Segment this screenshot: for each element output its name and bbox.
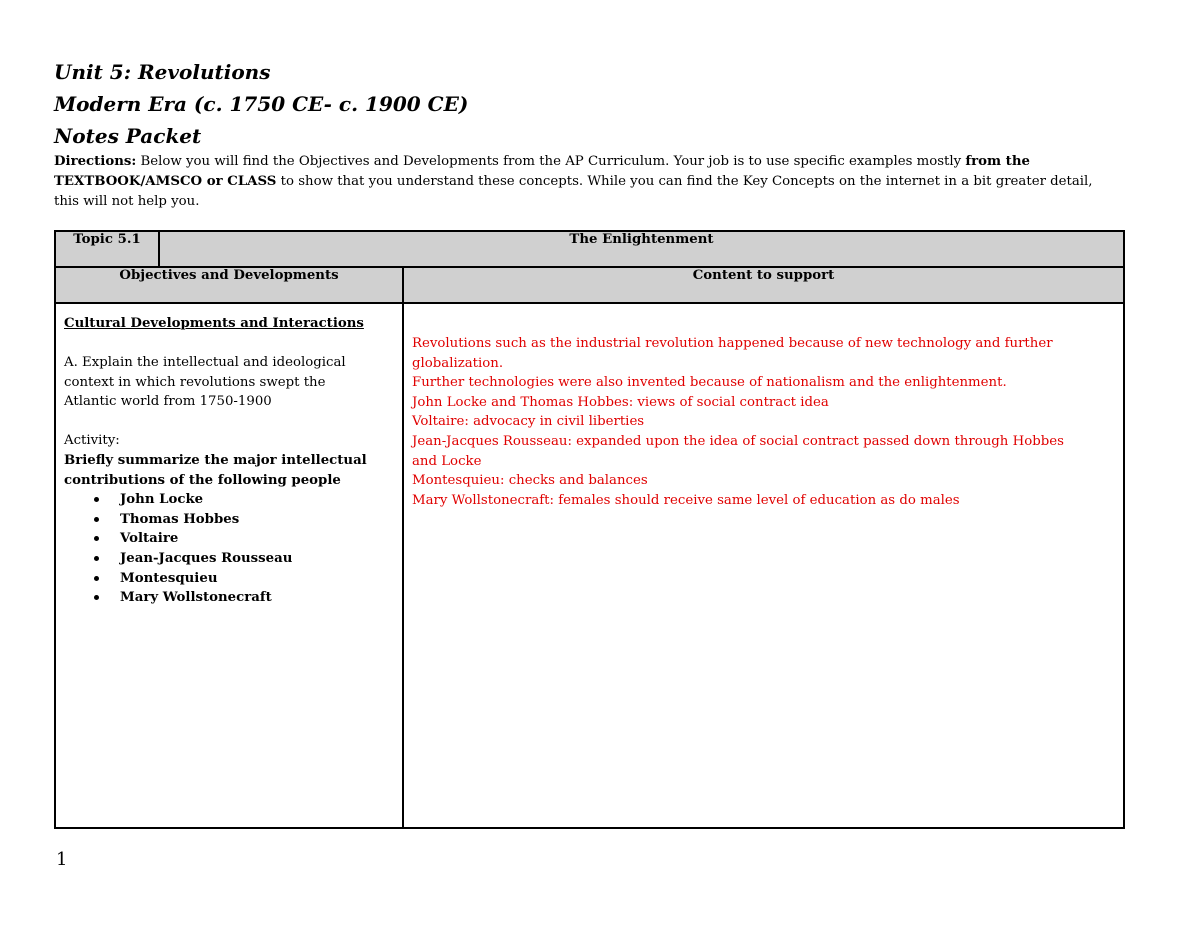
topic-row: [55, 231, 1124, 267]
topic-title: The Enlightenment: [569, 232, 714, 247]
objective-line-3: Atlantic world from 1750-1900: [64, 394, 272, 410]
spacer: [64, 412, 394, 432]
directions-paragraph: [54, 152, 1144, 212]
list-item: Jean-Jacques Rousseau: [120, 549, 394, 569]
objective-line-1: A. Explain the intellectual and ideological: [64, 355, 346, 370]
activity-prompt-line-1: Briefly summarize the major intellectual: [64, 452, 367, 468]
content-header: Content to support: [692, 268, 835, 283]
list-item: John Locke: [120, 490, 394, 510]
answer-line: Montesquieu: checks and balances: [412, 473, 648, 489]
answer-line: Mary Wollstonecraft: females should receive same level of education as do males: [412, 492, 960, 508]
activity-label: Activity:: [64, 433, 120, 449]
directions-text-1a: Below you will find the Objectives and Developments from the AP Curriculum. Your job is to use specific examples mostly: [136, 154, 966, 169]
topic-label: Topic 5.1: [73, 232, 141, 247]
list-item: Voltaire: [120, 529, 394, 549]
era-title: Modern Era (c. 1750 CE- c. 1900 CE): [54, 92, 469, 116]
answer-line: Voltaire: advocacy in civil liberties: [412, 414, 645, 430]
objectives-header-cell: [55, 267, 403, 303]
section-heading: Cultural Developments and Interactions: [64, 316, 364, 331]
objectives-header: Objectives and Developments: [119, 268, 339, 283]
title-block: [54, 56, 468, 152]
content-header-cell: [403, 267, 1124, 303]
directions-text-2b: to show that you understand these concepts. While you can find the Key Concepts on the internet in a bit greater detail,: [276, 174, 1093, 189]
people-list: [64, 490, 394, 608]
answer-line: Revolutions such as the industrial revolution happened because of new technology and further: [412, 336, 1053, 351]
column-header-row: [55, 267, 1124, 303]
answer-line: Jean-Jacques Rousseau: expanded upon the idea of social contract passed down through Hobbes: [412, 433, 1064, 449]
topic-label-cell: [55, 231, 159, 267]
objective-line-2: context in which revolutions swept the: [64, 374, 326, 390]
objectives-cell: [55, 303, 403, 828]
directions-label: Directions:: [54, 154, 137, 169]
topic-title-cell: [159, 231, 1124, 267]
directions-text-2a: TEXTBOOK/AMSCO or CLASS: [54, 174, 277, 189]
list-item: Mary Wollstonecraft: [120, 588, 394, 608]
list-item: Thomas Hobbes: [120, 510, 394, 530]
directions-line-1: [54, 152, 1144, 172]
answer-line: Further technologies were also invented because of nationalism and the enlightenment.: [412, 375, 1007, 391]
list-item: Montesquieu: [120, 569, 394, 589]
answer-line: and Locke: [412, 453, 482, 469]
notes-table: [54, 230, 1125, 829]
packet-title: Notes Packet: [54, 124, 202, 148]
directions-text-1b: from the: [965, 154, 1030, 169]
content-cell[interactable]: [403, 303, 1124, 828]
activity-prompt-line-2: contributions of the following people: [64, 472, 341, 488]
content-row: [55, 303, 1124, 828]
answer-line: John Locke and Thomas Hobbes: views of social contract idea: [412, 394, 829, 410]
page-number: 1: [56, 849, 68, 870]
directions-line-3: this will not help you.: [54, 194, 200, 209]
unit-title: Unit 5: Revolutions: [54, 60, 271, 84]
answer-line: globalization.: [412, 355, 504, 371]
directions-line-2: [54, 172, 1144, 192]
